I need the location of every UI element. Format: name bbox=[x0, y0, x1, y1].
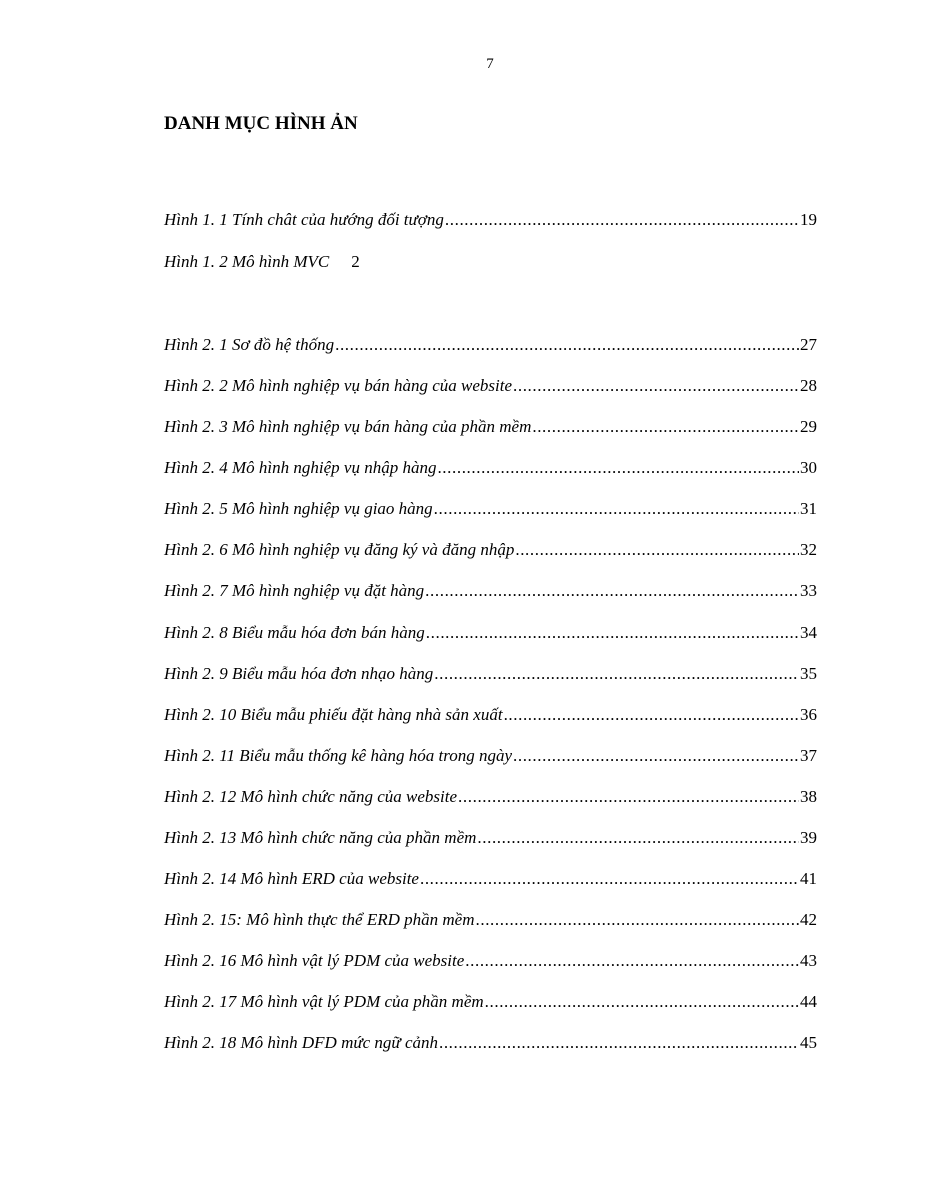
entry-title: Hình 2. 11 Biểu mẫu thống kê hàng hóa trong ngày bbox=[164, 746, 512, 765]
list-item bbox=[164, 620, 817, 646]
list-item bbox=[164, 332, 817, 358]
page-title: DANH MỤC HÌNH ẢN bbox=[164, 113, 358, 134]
dot-leader bbox=[439, 1030, 799, 1056]
list-item bbox=[164, 702, 817, 728]
list-item bbox=[164, 249, 817, 275]
entry-page: 35 bbox=[800, 664, 817, 683]
dot-leader bbox=[434, 496, 799, 522]
entry-title: Hình 2. 9 Biểu mẫu hóa đơn nhạo hàng bbox=[164, 664, 434, 683]
entry-page: 2 bbox=[351, 252, 360, 271]
entry-page: 39 bbox=[800, 828, 817, 847]
entry-title: Hình 2. 12 Mô hình chức năng của website bbox=[164, 787, 458, 806]
entry-page: 27 bbox=[800, 335, 817, 354]
dot-leader bbox=[532, 414, 799, 440]
entry-page: 33 bbox=[800, 581, 817, 600]
entry-title: Hình 2. 5 Mô hình nghiệp vụ giao hàng bbox=[164, 499, 433, 518]
list-item bbox=[164, 948, 817, 974]
entry-title: Hình 2. 4 Mô hình nghiệp vụ nhập hàng bbox=[164, 458, 437, 477]
dot-leader bbox=[437, 455, 799, 481]
entry-title: Hình 2. 14 Mô hình ERD của website bbox=[164, 869, 419, 888]
entry-title: Hình 2. 1 Sơ đồ hệ thống bbox=[164, 335, 335, 354]
entry-page: 34 bbox=[800, 623, 817, 642]
dot-leader bbox=[434, 661, 799, 687]
list-item bbox=[164, 455, 817, 481]
dot-leader bbox=[476, 907, 800, 933]
page-number: 7 bbox=[486, 56, 494, 72]
entry-title: Hình 2. 13 Mô hình chức năng của phần mềm bbox=[164, 828, 477, 847]
list-item bbox=[164, 373, 817, 399]
entry-title: Hình 2. 8 Biểu mẫu hóa đơn bán hàng bbox=[164, 623, 425, 642]
entry-title: Hình 2. 10 Biểu mẫu phiếu đặt hàng nhà sản xuất bbox=[164, 705, 503, 724]
entry-page: 44 bbox=[800, 992, 817, 1011]
dot-leader bbox=[477, 825, 799, 851]
entry-page: 29 bbox=[800, 417, 817, 436]
dot-leader bbox=[426, 620, 799, 646]
dot-leader bbox=[420, 866, 799, 892]
entry-title: Hình 2. 6 Mô hình nghiệp vụ đăng ký và đăng nhập bbox=[164, 540, 515, 559]
dot-leader bbox=[504, 702, 799, 728]
dot-leader bbox=[458, 784, 799, 810]
list-item bbox=[164, 578, 817, 604]
dot-leader bbox=[513, 373, 799, 399]
dot-leader bbox=[515, 537, 799, 563]
dot-leader bbox=[445, 207, 799, 233]
entry-title: Hình 2. 2 Mô hình nghiệp vụ bán hàng của website bbox=[164, 376, 512, 395]
list-item bbox=[164, 414, 817, 440]
entry-page: 45 bbox=[800, 1033, 817, 1052]
entry-page: 43 bbox=[800, 951, 817, 970]
entry-page: 19 bbox=[800, 210, 817, 229]
dot-leader bbox=[485, 989, 799, 1015]
entry-title: Hình 2. 18 Mô hình DFD mức ngữ cảnh bbox=[164, 1033, 438, 1052]
list-item bbox=[164, 825, 817, 851]
list-item bbox=[164, 661, 817, 687]
entry-title: Hình 2. 3 Mô hình nghiệp vụ bán hàng của phần mềm bbox=[164, 417, 532, 436]
list-item bbox=[164, 537, 817, 563]
entry-page: 38 bbox=[800, 787, 817, 806]
dot-leader bbox=[335, 332, 799, 358]
entry-page: 41 bbox=[800, 869, 817, 888]
dot-leader bbox=[513, 743, 799, 769]
list-item bbox=[164, 784, 817, 810]
entry-title: Hình 2. 7 Mô hình nghiệp vụ đặt hàng bbox=[164, 581, 425, 600]
list-item bbox=[164, 743, 817, 769]
entry-title: Hình 2. 16 Mô hình vật lý PDM của website bbox=[164, 951, 465, 970]
entry-page: 42 bbox=[800, 910, 817, 929]
list-item bbox=[164, 989, 817, 1015]
list-item bbox=[164, 907, 817, 933]
list-item bbox=[164, 496, 817, 522]
entry-title: Hình 2. 15: Mô hình thực thể ERD phần mềm bbox=[164, 910, 475, 929]
entry-title: Hình 1. 1 Tính chât của hướng đối tượng bbox=[164, 210, 444, 229]
entry-page: 30 bbox=[800, 458, 817, 477]
entry-title: Hình 1. 2 Mô hình MVC bbox=[164, 252, 330, 271]
list-item bbox=[164, 866, 817, 892]
dot-leader bbox=[425, 578, 799, 604]
entry-page: 28 bbox=[800, 376, 817, 395]
list-item bbox=[164, 1030, 817, 1056]
dot-leader bbox=[465, 948, 799, 974]
entry-page: 31 bbox=[800, 499, 817, 518]
entry-page: 37 bbox=[800, 746, 817, 765]
entry-page: 36 bbox=[800, 705, 817, 724]
entry-page: 32 bbox=[800, 540, 817, 559]
list-item bbox=[164, 207, 817, 233]
entry-title: Hình 2. 17 Mô hình vật lý PDM của phần mềm bbox=[164, 992, 484, 1011]
